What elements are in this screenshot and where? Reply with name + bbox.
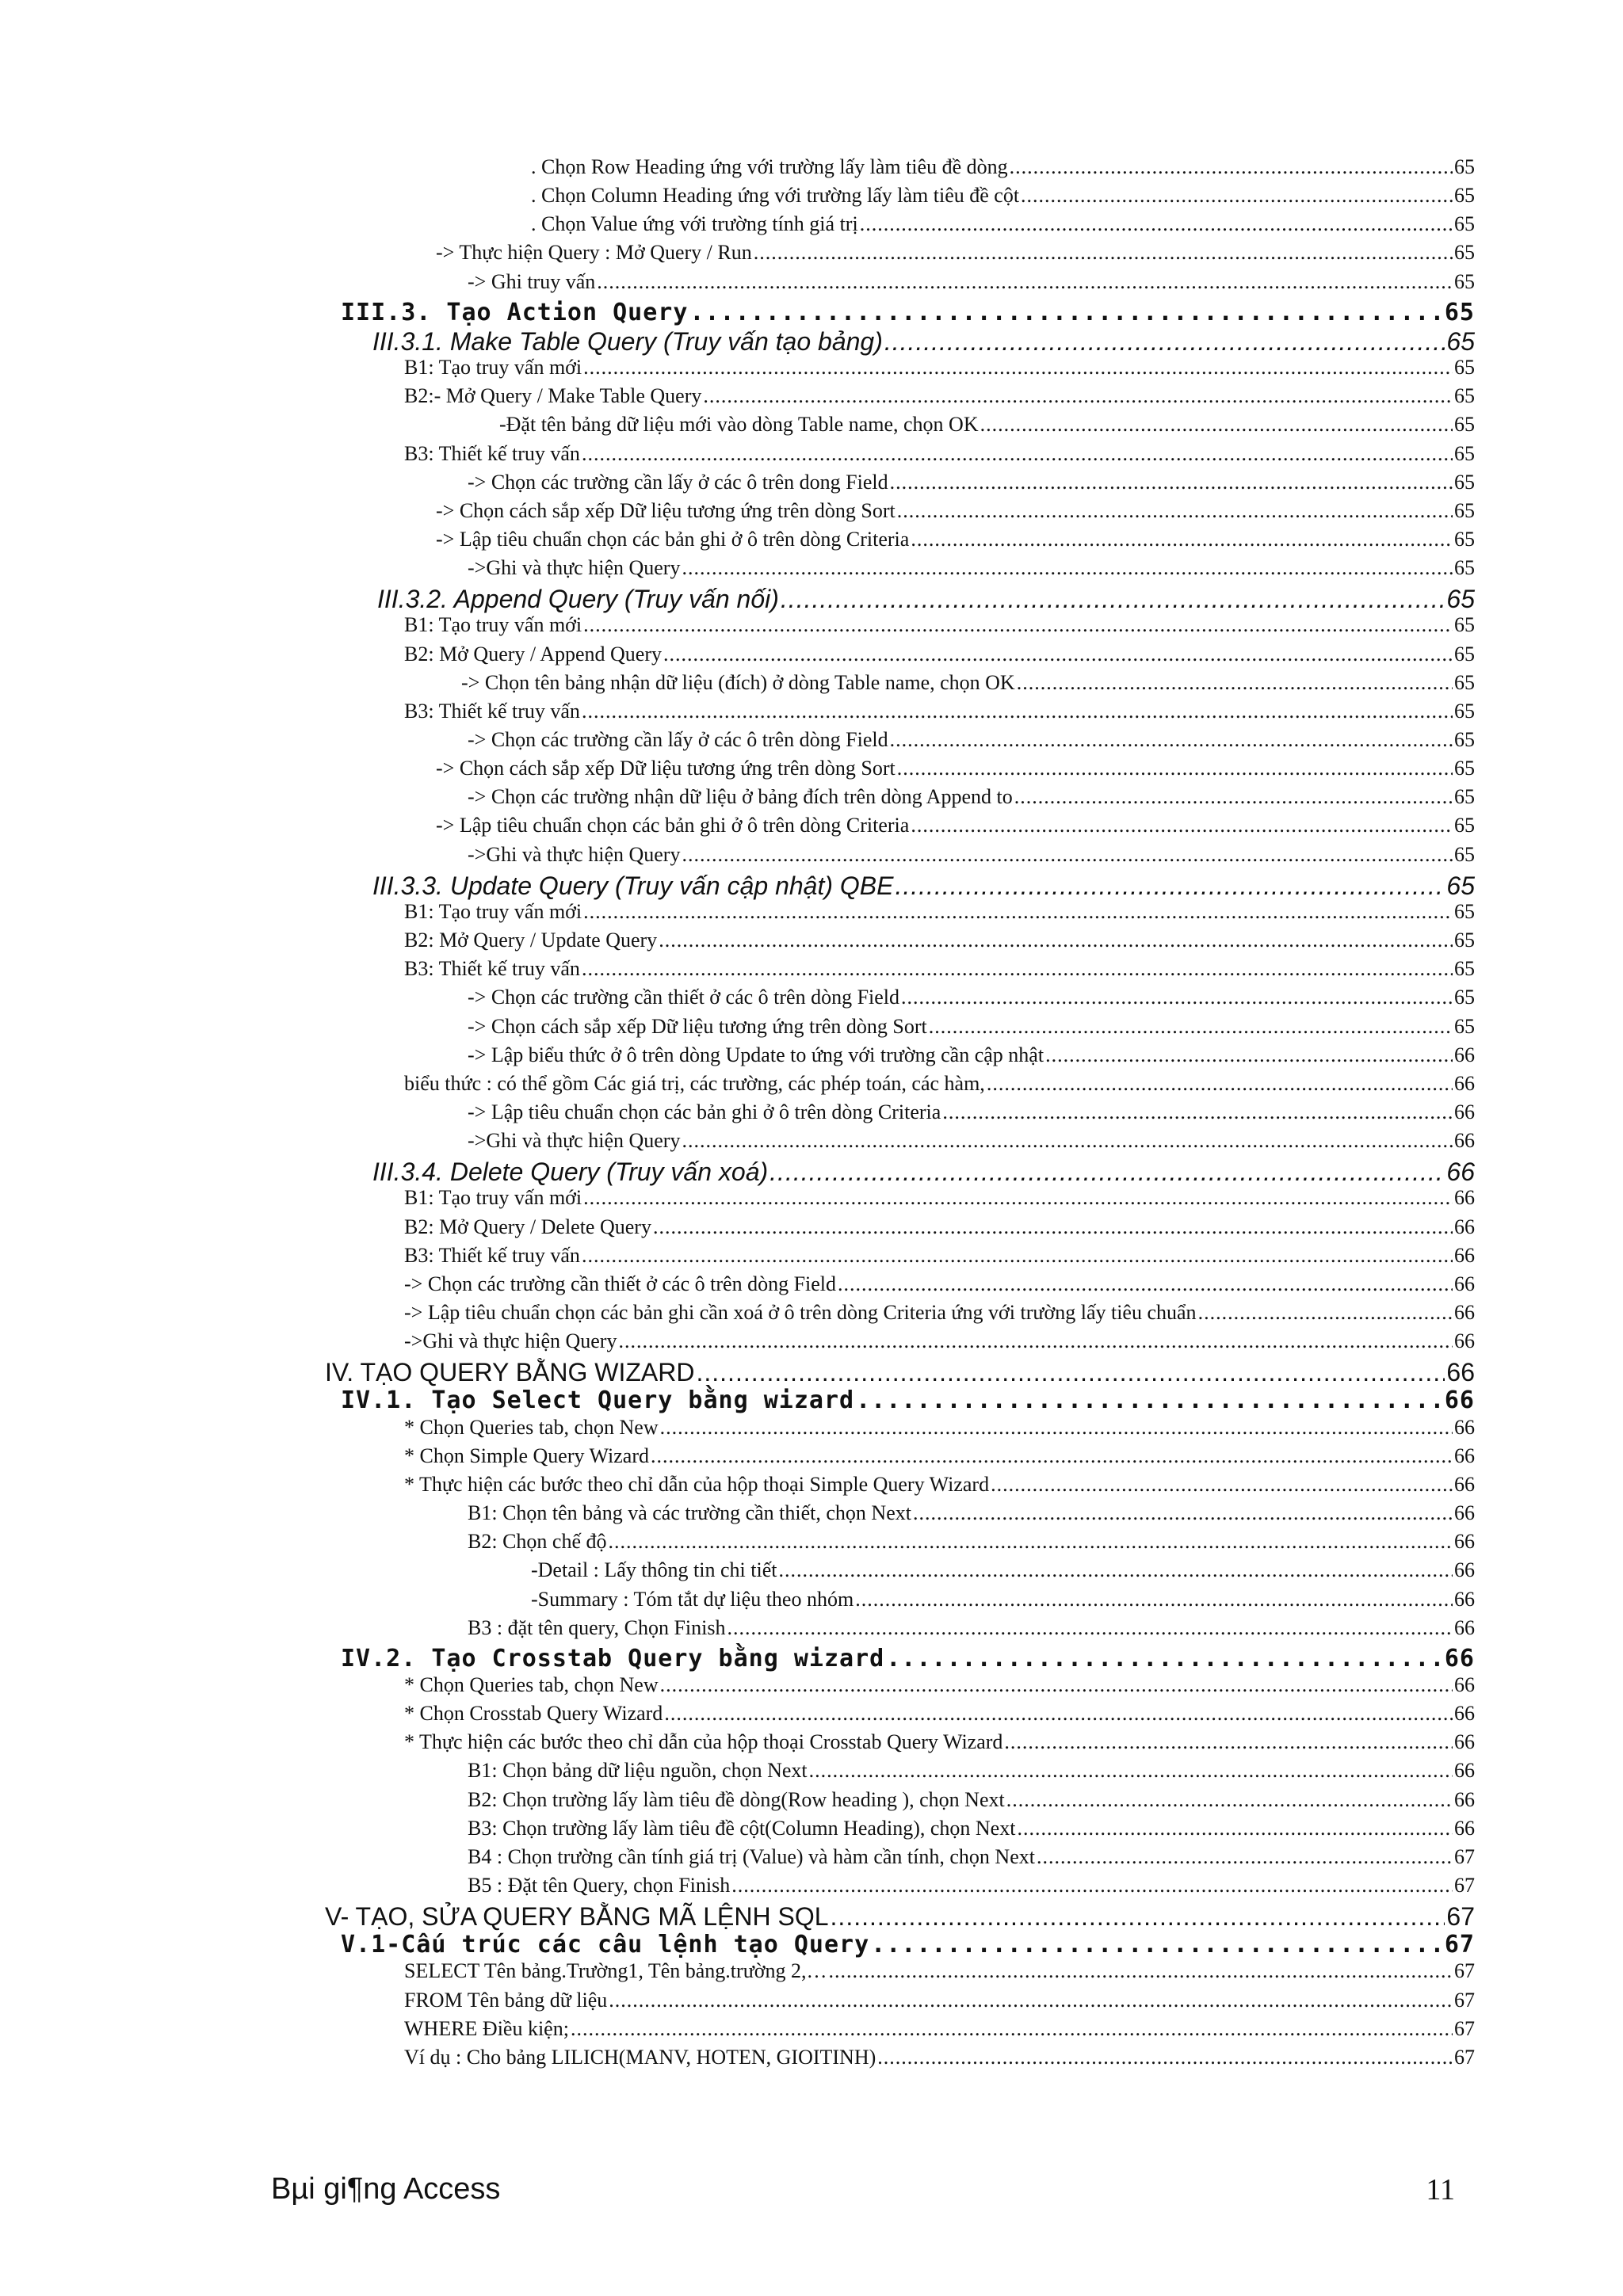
toc-entry-page: 66	[1446, 1158, 1475, 1187]
toc-entry[interactable]	[531, 1588, 1475, 1611]
toc-entry-title: -> Chọn các trường cần lấy ở các ô trên dong Field	[468, 470, 888, 494]
toc-entry-page: 65	[1454, 757, 1475, 780]
toc-entry-page: 66	[1454, 1501, 1475, 1525]
toc-leader-dots	[1004, 1730, 1453, 1754]
toc-entry-page: 65	[1454, 556, 1475, 580]
toc-entry[interactable]	[404, 356, 1475, 379]
toc-entry-page: 65	[1454, 241, 1475, 265]
toc-leader-dots	[778, 1558, 1453, 1582]
toc-entry-title: -> Lập tiêu chuẩn chọn các bản ghi cần xoá ở ô trên dòng Criteria ứng với trường lấy tiêu chuẩn	[404, 1301, 1197, 1324]
toc-leader-dots	[689, 299, 1442, 326]
toc-entry-title: . Chọn Column Heading ứng với trường lấy làm tiêu đề cột	[531, 184, 1020, 208]
toc-entry-title: IV.2. Tạo Crosstab Query bằng wizard	[341, 1644, 885, 1672]
toc-entry[interactable]	[404, 1473, 1475, 1497]
toc-entry[interactable]	[404, 1301, 1475, 1325]
toc-entry[interactable]	[372, 1158, 1475, 1187]
toc-leader-dots	[582, 1244, 1453, 1268]
toc-entry[interactable]	[325, 1902, 1475, 1932]
toc-entry-title: -> Ghi truy vấn	[468, 269, 596, 293]
toc-entry-title: -> Lập tiêu chuẩn chọn các bản ghi ở ô trên dòng Criteria	[436, 527, 910, 551]
toc-entry-title: B2: Chọn trường lấy làm tiêu đề dòng(Row heading ), chọn Next	[468, 1787, 1005, 1811]
toc-entry[interactable]	[404, 1702, 1475, 1726]
toc-entry-page: 67	[1454, 1844, 1475, 1868]
toc-entry-title: -> Thực hiện Query : Mở Query / Run	[436, 241, 752, 265]
toc-entry-title: -> Lập biểu thức ở ô trên dòng Update to ứng với trường cần cập nhật	[468, 1043, 1044, 1066]
toc-entry-page: 65	[1454, 785, 1475, 809]
toc-entry-page: 66	[1454, 1301, 1475, 1324]
toc-entry-page: 66	[1454, 1329, 1475, 1353]
toc-entry-page: 65	[1454, 1014, 1475, 1038]
toc-entry-page: 66	[1454, 1672, 1475, 1696]
toc-entry-page: 65	[1454, 899, 1475, 923]
toc-entry-page: 65	[1454, 814, 1475, 837]
toc-entry-title: B3: Chọn trường lấy làm tiêu đề cột(Column Heading), chọn Next	[468, 1816, 1016, 1840]
footer-page-number: 11	[1426, 2173, 1455, 2206]
toc-entry-page: 65	[1454, 356, 1475, 379]
toc-leader-dots	[1017, 1817, 1453, 1840]
toc-entry-page: 65	[1454, 957, 1475, 981]
toc-entry[interactable]	[372, 871, 1475, 901]
toc-leader-dots	[651, 1444, 1453, 1468]
toc-entry-title: -> Chọn các trường nhận dữ liệu ở bảng đích trên dòng Append to	[468, 785, 1013, 809]
toc-entry-page: 66	[1454, 1043, 1475, 1066]
toc-entry-title: -> Chọn cách sắp xếp Dữ liệu tương ứng trên dòng Sort	[436, 757, 896, 780]
toc-entry-page: 66	[1444, 1644, 1475, 1672]
toc-entry-page: 66	[1454, 1702, 1475, 1726]
toc-entry[interactable]	[341, 299, 1475, 326]
toc-leader-dots	[583, 1186, 1453, 1210]
toc-entry-title: B1: Tạo truy vấn mới	[404, 1186, 582, 1210]
toc-entry-title: B2: Mở Query / Append Query	[404, 642, 662, 666]
toc-entry-title: ->Ghi và thực hiện Query	[468, 1129, 681, 1153]
toc-entry-title: * Thực hiện các bước theo chỉ dẫn của hộp thoại Simple Query Wizard	[404, 1472, 990, 1496]
toc-leader-dots	[856, 1386, 1443, 1414]
toc-entry-page: 66	[1446, 1358, 1475, 1387]
toc-leader-dots	[583, 613, 1453, 637]
toc-entry[interactable]	[341, 1931, 1475, 1958]
toc-entry[interactable]	[531, 184, 1475, 208]
toc-leader-dots	[663, 643, 1453, 666]
toc-entry-title: III.3.2. Append Query (Truy vấn nối)	[377, 585, 779, 614]
toc-entry[interactable]	[468, 1817, 1475, 1840]
toc-entry-page: 66	[1454, 1787, 1475, 1811]
toc-leader-dots	[895, 871, 1445, 901]
toc-leader-dots	[838, 1272, 1453, 1296]
toc-entry-title: IV.1. Tạo Select Query bằng wizard	[341, 1386, 855, 1415]
toc-leader-dots	[911, 528, 1453, 551]
toc-entry-page: 66	[1454, 1530, 1475, 1554]
toc-entry-title: III.3. Tạo Action Query	[341, 298, 689, 326]
toc-entry-title: B3: Thiết kế truy vấn	[404, 441, 580, 465]
toc-leader-dots	[1198, 1301, 1453, 1325]
toc-entry[interactable]	[404, 442, 1475, 466]
footer-title: Bµi gi¶ng Access	[271, 2172, 501, 2206]
page-footer	[0, 2172, 1623, 2212]
toc-leader-dots	[731, 1874, 1453, 1897]
toc-entry-page: 65	[1454, 929, 1475, 952]
toc-entry-title: ->Ghi và thực hiện Query	[468, 556, 681, 580]
toc-leader-dots	[703, 384, 1453, 408]
toc-entry-page: 66	[1454, 1816, 1475, 1840]
toc-entry-title: B2: Mở Query / Delete Query	[404, 1215, 651, 1238]
toc-entry-title: B5 : Đặt tên Query, chọn Finish	[468, 1874, 731, 1897]
toc-entry[interactable]	[404, 643, 1475, 666]
toc-entry-page: 65	[1454, 441, 1475, 465]
toc-entry[interactable]	[468, 785, 1475, 809]
toc-leader-dots	[929, 1015, 1453, 1039]
toc-entry-title: * Thực hiện các bước theo chỉ dẫn của hộp thoại Crosstab Query Wizard	[404, 1730, 1003, 1754]
toc-entry-title: WHERE Điều kiện;	[404, 2016, 569, 2040]
toc-entry[interactable]	[468, 1616, 1475, 1640]
toc-leader-dots	[682, 1129, 1453, 1153]
toc-entry-title: biểu thức : có thể gồm Các giá trị, các trường, các phép toán, các hàm,	[404, 1071, 985, 1095]
toc-entry[interactable]	[436, 528, 1475, 551]
toc-entry-page: 66	[1454, 1415, 1475, 1439]
toc-leader-dots	[855, 1588, 1453, 1611]
toc-entry[interactable]	[468, 1043, 1475, 1067]
toc-entry[interactable]	[468, 1015, 1475, 1039]
toc-entry-page: 66	[1454, 1100, 1475, 1123]
toc-leader-dots	[664, 1702, 1453, 1726]
toc-entry-title: . Chọn Value ứng với trường tính giá trị	[531, 212, 858, 236]
toc-leader-dots	[884, 327, 1445, 357]
toc-entry-page: 65	[1454, 986, 1475, 1009]
toc-entry[interactable]	[531, 1558, 1475, 1582]
toc-entry-page: 67	[1446, 1902, 1475, 1932]
toc-entry-title: III.3.1. Make Table Query (Truy vấn tạo bảng)	[372, 326, 883, 356]
toc-entry-title: -> Chọn các trường cần lấy ở các ô trên dòng Field	[468, 728, 888, 751]
toc-entry-title: -Summary : Tóm tắt dự liệu theo nhóm	[531, 1587, 854, 1611]
toc-leader-dots	[682, 843, 1453, 867]
toc-entry-title: ->Ghi và thực hiện Query	[404, 1329, 617, 1353]
toc-leader-dots	[886, 1645, 1443, 1672]
toc-entry-page: 66	[1444, 1386, 1475, 1415]
toc-entry[interactable]	[468, 1759, 1475, 1783]
toc-leader-dots	[727, 1616, 1453, 1640]
toc-entry-title: -> Lập tiêu chuẩn chọn các bản ghi ở ô trên dòng Criteria	[436, 814, 910, 837]
toc-leader-dots	[583, 356, 1453, 379]
toc-leader-dots	[696, 1358, 1445, 1387]
toc-leader-dots	[991, 1473, 1453, 1497]
toc-entry[interactable]	[468, 471, 1475, 494]
toc-entry-page: 65	[1454, 842, 1475, 866]
toc-leader-dots	[897, 499, 1453, 523]
toc-leader-dots	[877, 2046, 1453, 2069]
toc-leader-dots	[1021, 184, 1453, 208]
toc-leader-dots	[913, 1501, 1453, 1525]
toc-leader-dots	[571, 2017, 1453, 2041]
toc-entry-title: B3: Thiết kế truy vấn	[404, 1243, 580, 1267]
toc-entry[interactable]	[436, 814, 1475, 837]
toc-entry-title: B3 : đặt tên query, Chọn Finish	[468, 1615, 726, 1639]
toc-entry[interactable]	[468, 270, 1475, 294]
toc-entry-page: 66	[1454, 1186, 1475, 1210]
toc-entry[interactable]	[404, 929, 1475, 952]
toc-entry-title: III.3.3. Update Query (Truy vấn cập nhật) QBE	[372, 871, 894, 900]
toc-entry-page: 66	[1454, 1272, 1475, 1295]
toc-leader-dots	[583, 900, 1453, 924]
toc-entry[interactable]	[404, 613, 1475, 637]
toc-entry[interactable]	[468, 1501, 1475, 1525]
toc-entry-page: 66	[1454, 1759, 1475, 1783]
toc-leader-dots	[831, 1902, 1445, 1932]
toc-entry[interactable]	[404, 1072, 1475, 1096]
toc-entry-title: -> Chọn các trường cần thiết ở các ô trên dòng Field	[404, 1272, 837, 1295]
toc-entry[interactable]	[404, 1673, 1475, 1697]
toc-entry-page: 65	[1454, 269, 1475, 293]
toc-entry-page: 65	[1454, 613, 1475, 637]
toc-entry[interactable]	[404, 957, 1475, 981]
toc-entry-page: 65	[1454, 184, 1475, 208]
toc-entry-page: 65	[1454, 670, 1475, 694]
toc-leader-dots	[1006, 1788, 1453, 1812]
toc-entry-title: B2: Mở Query / Update Query	[404, 929, 658, 952]
toc-leader-dots	[809, 1759, 1453, 1783]
toc-entry-title: B1: Tạo truy vấn mới	[404, 613, 582, 637]
toc-entry[interactable]	[341, 1386, 1475, 1414]
toc-entry-title: -> Lập tiêu chuẩn chọn các bản ghi ở ô trên dòng Criteria	[468, 1100, 941, 1123]
toc-leader-dots	[609, 1530, 1453, 1554]
toc-entry-title: B3: Thiết kế truy vấn	[404, 699, 580, 723]
toc-entry-page: 65	[1454, 470, 1475, 494]
toc-entry[interactable]	[325, 1358, 1475, 1387]
toc-entry[interactable]	[468, 1530, 1475, 1554]
toc-entry-title: III.3.4. Delete Query (Truy vấn xoá)	[372, 1158, 769, 1187]
toc-entry-page: 66	[1454, 1129, 1475, 1153]
toc-entry[interactable]	[404, 1416, 1475, 1440]
toc-entry-title: B1: Chọn bảng dữ liệu nguồn, chọn Next	[468, 1759, 808, 1783]
toc-leader-dots	[769, 1158, 1445, 1187]
toc-leader-dots	[890, 728, 1453, 752]
toc-entry-page: 66	[1454, 1730, 1475, 1754]
toc-entry-title: * Chọn Crosstab Query Wizard	[404, 1702, 663, 1726]
toc-entry-page: 66	[1454, 1215, 1475, 1238]
toc-entry-page: 65	[1444, 298, 1475, 326]
toc-leader-dots	[942, 1100, 1453, 1124]
toc-entry[interactable]	[404, 1244, 1475, 1268]
toc-entry[interactable]	[468, 1788, 1475, 1812]
toc-leader-dots	[829, 1959, 1453, 1983]
toc-entry-page: 67	[1454, 1874, 1475, 1897]
toc-entry[interactable]	[404, 1730, 1475, 1754]
toc-entry-page: 67	[1444, 1931, 1475, 1959]
toc-entry-title: -Đặt tên bảng dữ liệu mới vào dòng Table name, chọn OK	[499, 413, 979, 437]
toc-leader-dots	[987, 1072, 1453, 1096]
toc-entry-title: * Chọn Simple Query Wizard	[404, 1444, 649, 1467]
toc-entry[interactable]	[468, 556, 1475, 580]
toc-entry[interactable]	[531, 155, 1475, 179]
toc-entry-page: 65	[1454, 384, 1475, 408]
toc-entry-title: V- TẠO, SỬA QUERY BẰNG MÃ LỆNH SQL	[325, 1902, 829, 1932]
toc-entry[interactable]	[436, 499, 1475, 523]
toc-leader-dots	[897, 757, 1453, 780]
toc-leader-dots	[582, 700, 1453, 723]
toc-leader-dots	[618, 1329, 1453, 1353]
toc-entry-page: 66	[1454, 1615, 1475, 1639]
toc-entry-page: 66	[1454, 1472, 1475, 1496]
toc-entry[interactable]	[404, 1215, 1475, 1239]
toc-entry-title: B2:- Mở Query / Make Table Query	[404, 384, 702, 408]
toc-leader-dots	[660, 1416, 1453, 1440]
toc-entry-title: ->Ghi và thực hiện Query	[468, 842, 681, 866]
toc-entry-page: 67	[1454, 2016, 1475, 2040]
toc-leader-dots	[1010, 155, 1453, 179]
toc-entry-title: IV. TẠO QUERY BẰNG WIZARD	[325, 1358, 695, 1387]
toc-entry-page: 65	[1454, 212, 1475, 236]
toc-entry-title: SELECT Tên bảng.Trường1, Tên bảng.trường 2,…	[404, 1959, 827, 1983]
toc-entry[interactable]	[404, 1989, 1475, 2012]
toc-entry[interactable]	[377, 585, 1475, 614]
toc-entry[interactable]	[499, 413, 1475, 437]
toc-entry-page: 65	[1454, 728, 1475, 751]
toc-entry[interactable]	[468, 728, 1475, 752]
toc-entry-title: Ví dụ : Cho bảng LILICH(MANV, HOTEN, GIOITINH)	[404, 2045, 876, 2069]
toc-leader-dots	[609, 1989, 1453, 2012]
toc-entry-title: * Chọn Queries tab, chọn New	[404, 1672, 659, 1696]
toc-entry[interactable]	[404, 1272, 1475, 1296]
toc-entry-page: 67	[1454, 1959, 1475, 1983]
toc-leader-dots	[659, 929, 1453, 952]
toc-entry[interactable]	[531, 212, 1475, 236]
toc-entry[interactable]	[468, 843, 1475, 867]
toc-entry-page: 65	[1454, 699, 1475, 723]
toc-leader-dots	[582, 442, 1453, 466]
toc-leader-dots	[582, 957, 1453, 981]
toc-entry-title: B3: Thiết kế truy vấn	[404, 957, 580, 981]
toc-leader-dots	[980, 413, 1453, 437]
toc-entry[interactable]	[468, 986, 1475, 1009]
toc-entry-page: 67	[1454, 1988, 1475, 2012]
toc-entry-title: -> Chọn cách sắp xếp Dữ liệu tương ứng trên dòng Sort	[468, 1014, 927, 1038]
toc-leader-dots	[901, 986, 1453, 1009]
toc-entry-page: 66	[1454, 1587, 1475, 1611]
toc-entry[interactable]	[404, 384, 1475, 408]
toc-entry-title: B1: Tạo truy vấn mới	[404, 356, 582, 379]
toc-entry-title: B1: Tạo truy vấn mới	[404, 899, 582, 923]
toc-entry-page: 65	[1454, 413, 1475, 437]
toc-leader-dots	[1045, 1043, 1453, 1067]
toc-entry[interactable]	[404, 700, 1475, 723]
toc-leader-dots	[1014, 785, 1453, 809]
toc-entry-title: -> Chọn các trường cần thiết ở các ô trên dòng Field	[468, 986, 900, 1009]
toc-leader-dots	[860, 212, 1453, 236]
toc-entry[interactable]	[404, 2017, 1475, 2041]
toc-entry-page: 67	[1454, 2045, 1475, 2069]
toc-entry[interactable]	[436, 241, 1475, 265]
toc-entry-page: 65	[1454, 155, 1475, 178]
toc-entry-page: 66	[1454, 1243, 1475, 1267]
toc-entry[interactable]	[468, 1845, 1475, 1869]
toc-entry[interactable]	[404, 1959, 1475, 1983]
toc-entry-title: B4 : Chọn trường cần tính giá trị (Value) và hàm cần tính, chọn Next	[468, 1844, 1035, 1868]
toc-entry-title: B2: Chọn chế độ	[468, 1530, 607, 1554]
toc-leader-dots	[682, 556, 1453, 580]
toc-leader-dots	[911, 814, 1453, 837]
toc-entry[interactable]	[341, 1645, 1475, 1672]
toc-leader-dots	[1017, 671, 1453, 695]
toc-entry-title: FROM Tên bảng dữ liệu	[404, 1988, 608, 2012]
toc-leader-dots	[871, 1931, 1443, 1958]
toc-entry[interactable]	[461, 671, 1475, 695]
toc-leader-dots	[781, 585, 1445, 614]
toc-entry-page: 66	[1454, 1444, 1475, 1467]
toc-leader-dots	[754, 241, 1453, 265]
toc-entry-page: 66	[1454, 1558, 1475, 1582]
toc-entry-page: 65	[1446, 585, 1475, 614]
toc-leader-dots	[1037, 1845, 1453, 1869]
toc-entry-page: 65	[1446, 326, 1475, 356]
toc-entry[interactable]	[404, 1444, 1475, 1468]
toc-entry-title: * Chọn Queries tab, chọn New	[404, 1415, 659, 1439]
toc-entry[interactable]	[468, 1874, 1475, 1897]
toc-entry[interactable]	[404, 900, 1475, 924]
toc-entry-title: B1: Chọn tên bảng và các trường cần thiết, chọn Next	[468, 1501, 911, 1525]
toc-leader-dots	[660, 1673, 1453, 1697]
toc-entry[interactable]	[468, 1129, 1475, 1153]
toc-leader-dots	[597, 270, 1453, 294]
toc-entry[interactable]	[404, 1329, 1475, 1353]
toc-entry-title: . Chọn Row Heading ứng với trường lấy làm tiêu đề dòng	[531, 155, 1008, 178]
toc-entry-title: -> Chọn cách sắp xếp Dữ liệu tương ứng trên dòng Sort	[436, 498, 896, 522]
toc-entry[interactable]	[372, 327, 1475, 357]
toc-entry-title: -Detail : Lấy thông tin chi tiết	[531, 1558, 777, 1582]
toc-entry[interactable]	[404, 1186, 1475, 1210]
toc-entry-page: 65	[1454, 498, 1475, 522]
toc-entry-page: 65	[1446, 871, 1475, 900]
toc-entry-title: -> Chọn tên bảng nhận dữ liệu (đích) ở dòng Table name, chọn OK	[461, 670, 1015, 694]
toc-entry[interactable]	[436, 757, 1475, 780]
toc-leader-dots	[653, 1215, 1453, 1239]
toc-entry-page: 65	[1454, 642, 1475, 666]
toc-entry[interactable]	[468, 1100, 1475, 1124]
toc-leader-dots	[890, 471, 1453, 494]
toc-entry[interactable]	[404, 2046, 1475, 2069]
toc-entry-page: 66	[1454, 1071, 1475, 1095]
toc-entry-title: V.1-Cấu trúc các câu lệnh tạo Query	[341, 1931, 870, 1959]
toc-entry-page: 65	[1454, 527, 1475, 551]
